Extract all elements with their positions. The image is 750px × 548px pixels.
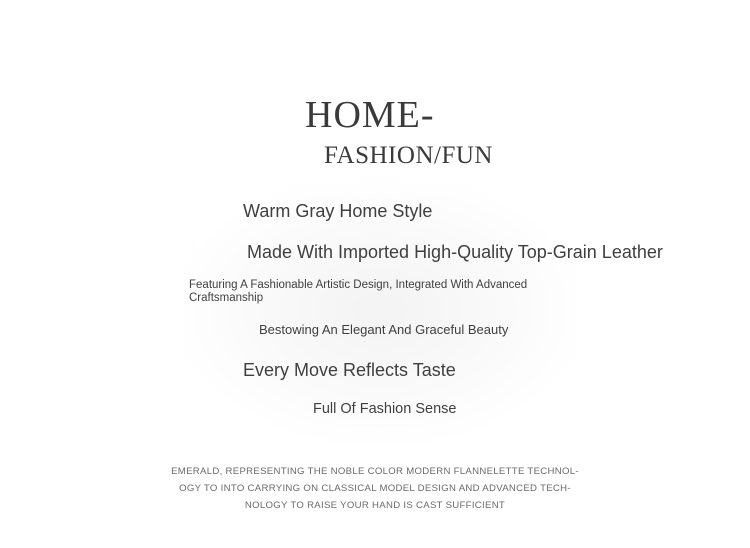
footer-line-3: NOLOGY TO RAISE YOUR HAND IS CAST SUFFICIENT — [244, 500, 506, 511]
text-line-6: Full Of Fashion Sense — [313, 401, 457, 417]
text-line-4: Bestowing An Elegant And Graceful Beauty — [259, 322, 509, 337]
text-line-3: Featuring A Fashionable Artistic Design, Integrated With Advanced Craftsmanship — [189, 279, 528, 304]
text-line-2: Made With Imported High-Quality Top-Grain Leather — [247, 242, 663, 262]
text-line-1: Warm Gray Home Style — [243, 201, 433, 221]
footer-line-2: OGY TO INTO CARRYING ON CLASSICAL MODEL DESIGN AND ADVANCED TECH- — [179, 483, 571, 494]
title-home: HOME- — [305, 94, 435, 136]
footer-line-1: EMERALD, REPRESENTING THE NOBLE COLOR MODERN FLANNELETTE TECHNOL- — [171, 466, 579, 477]
title-fashion-fun: FASHION/FUN — [324, 142, 493, 169]
text-line-5: Every Move Reflects Taste — [243, 360, 456, 380]
footer-description — [160, 463, 590, 514]
